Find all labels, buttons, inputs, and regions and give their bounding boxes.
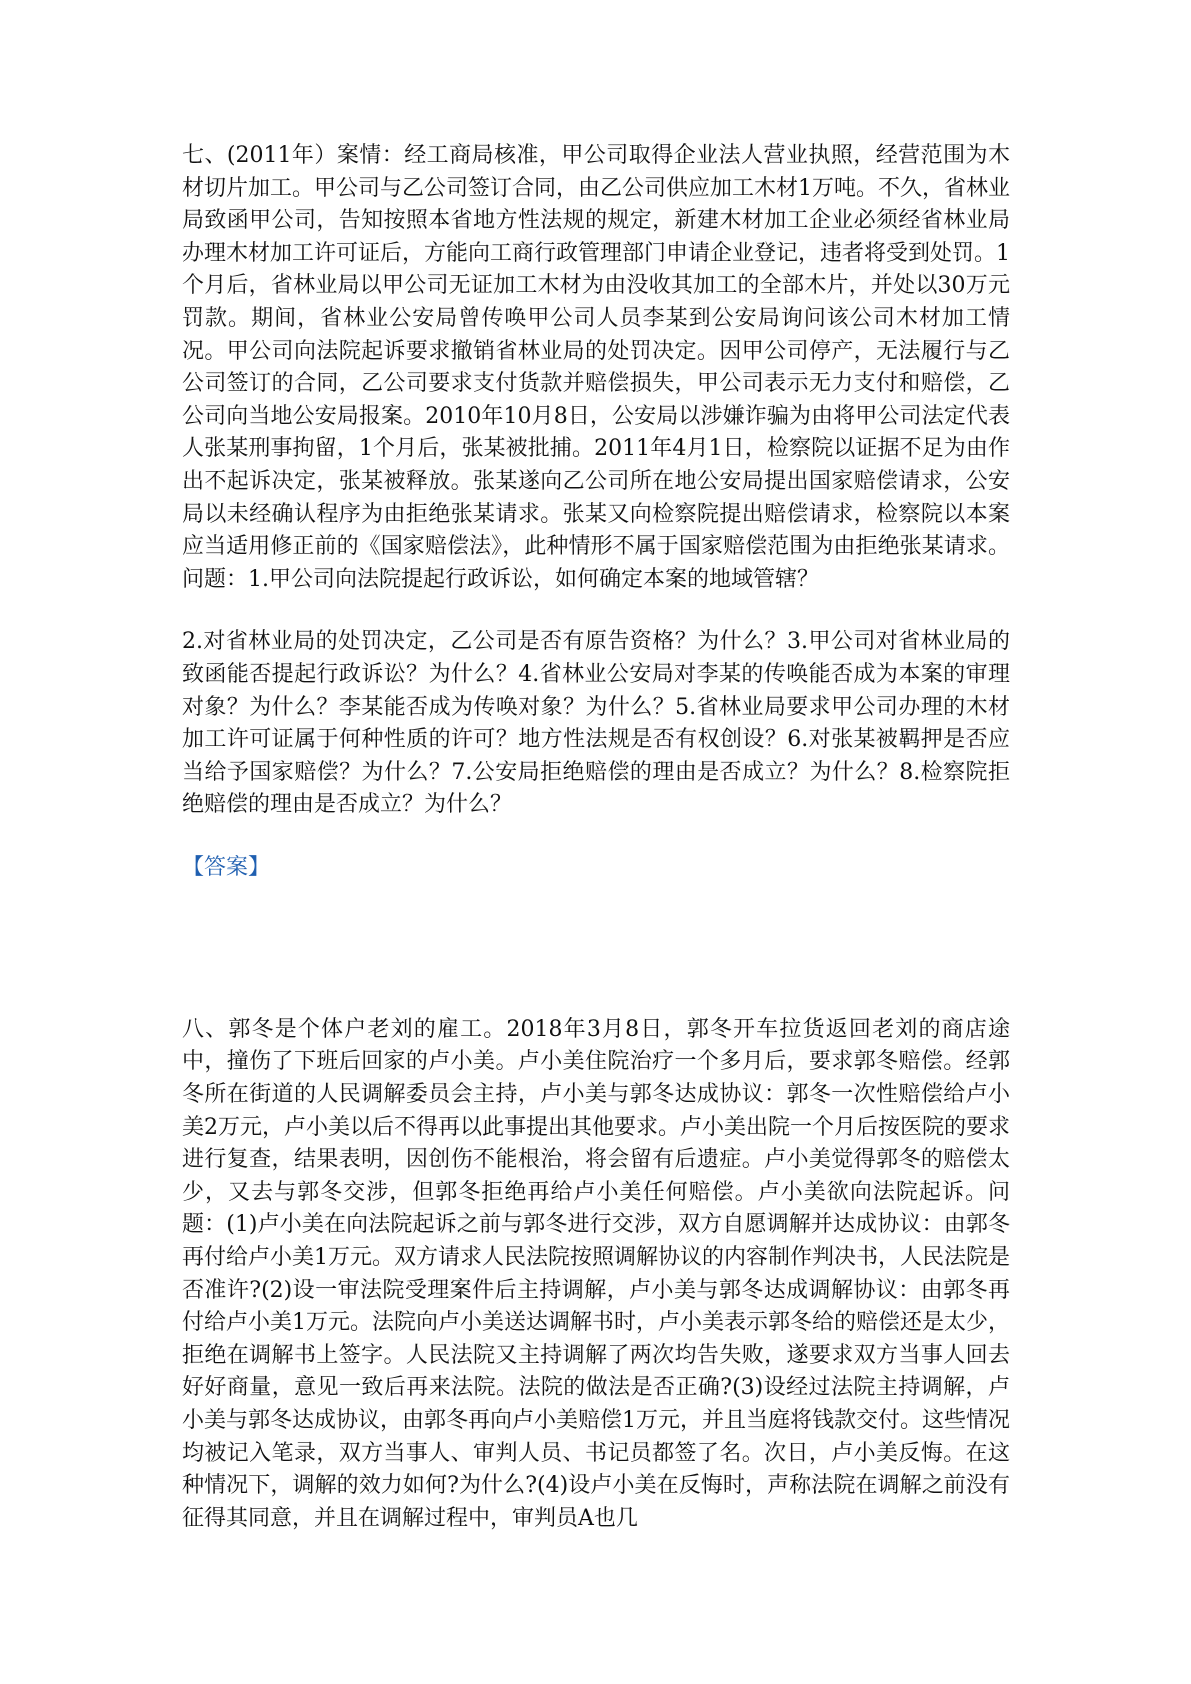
case-7-questions-paragraph: 2.对省林业局的处罚决定，乙公司是否有原告资格？为什么？3.甲公司对省林业局的致函能否提起行政诉讼？为什么？4.省林业公安局对李某的传唤能否成为本案的审理对象？为什么？李某能否成为传唤对象？为什么？5.省林业局要求甲公司办理的木材加工许可证属于何种性质的许可？地方性法规是否有权创设？6.对张某被羁押是否应当给予国家赔偿？为什么？7.公安局拒绝赔偿的理由是否成立？为什么？8.检察院拒绝赔偿的理由是否成立？为什么？ bbox=[182, 629, 1010, 818]
document-content bbox=[182, 140, 1010, 1535]
case-8-paragraph: 八、郭冬是个体户老刘的雇工。2018年3月8日，郭冬开车拉货返回老刘的商店途中，撞伤了下班后回家的卢小美。卢小美住院治疗一个多月后，要求郭冬赔偿。经郭冬所在街道的人民调解委员会主持，卢小美与郭冬达成协议：郭冬一次性赔偿给卢小美2万元，卢小美以后不得再以此事提出其他要求。卢小美出院一个月后按医院的要求进行复查，结果表明，因创伤不能根治，将会留有后遗症。卢小美觉得郭冬的赔偿太少，又去与郭冬交涉，但郭冬拒绝再给卢小美任何赔偿。卢小美欲向法院起诉。问题：(1)卢小美在向法院起诉之前与郭冬进行交涉，双方自愿调解并达成协议：由郭冬再付给卢小美1万元。双方请求人民法院按照调解协议的内容制作判决书，人民法院是否准许?(2)设一审法院受理案件后主持调解，卢小美与郭冬达成调解协议：由郭冬再付给卢小美1万元。法院向卢小美送达调解书时，卢小美表示郭冬给的赔偿还是太少，拒绝在调解书上签字。人民法院又主持调解了两次均告失败，遂要求双方当事人回去好好商量，意见一致后再来法院。法院的做法是否正确?(3)设经过法院主持调解，卢小美与郭冬达成协议，由郭冬再向卢小美赔偿1万元，并且当庭将钱款交付。这些情况均被记入笔录，双方当事人、审判人员、书记员都签了名。次日，卢小美反悔。在这种情况下，调解的效力如何?为什么?(4)设卢小美在反悔时，声称法院在调解之前没有征得其同意，并且在调解过程中，审判员A也几 bbox=[182, 1016, 1010, 1531]
case-7-paragraph: 七、(2011年）案情：经工商局核准，甲公司取得企业法人营业执照，经营范围为木材切片加工。甲公司与乙公司签订合同，由乙公司供应加工木材1万吨。不久，省林业局致函甲公司，告知按照本省地方性法规的规定，新建木材加工企业必须经省林业局办理木材加工许可证后，方能向工商行政管理部门申请企业登记，违者将受到处罚。1个月后，省林业局以甲公司无证加工木材为由没收其加工的全部木片，并处以30万元罚款。期间，省林业公安局曾传唤甲公司人员李某到公安局询问该公司木材加工情况。甲公司向法院起诉要求撤销省林业局的处罚决定。因甲公司停产，无法履行与乙公司签订的合同，乙公司要求支付货款并赔偿损失，甲公司表示无力支付和赔偿，乙公司向当地公安局报案。2010年10月8日，公安局以涉嫌诈骗为由将甲公司法定代表人张某刑事拘留，1个月后，张某被批捕。2011年4月1日，检察院以证据不足为由作出不起诉决定，张某被释放。张某遂向乙公司所在地公安局提出国家赔偿请求，公安局以未经确认程序为由拒绝张某请求。张某又向检察院提出赔偿请求，检察院以本案应当适用修正前的《国家赔偿法》，此种情形不属于国家赔偿范围为由拒绝张某请求。问题：1.甲公司向法院提起行政诉讼，如何确定本案的地域管辖？ bbox=[182, 143, 1010, 592]
answer-label: 【答案】 bbox=[182, 854, 271, 880]
